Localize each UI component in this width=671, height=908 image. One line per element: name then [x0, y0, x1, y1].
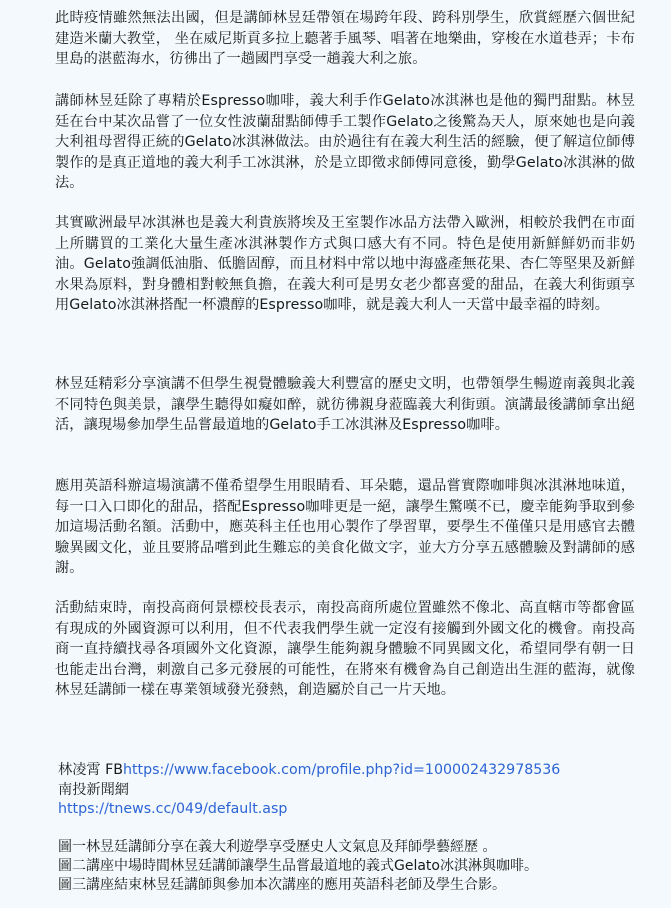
source-link[interactable]: https://tnews.cc/049/default.asp	[58, 801, 288, 817]
article-paragraph: 講師林昱廷除了專精於Espresso咖啡，義大利手作Gelato冰淇淋也是他的獨門甜點。林昱廷在台中某次品嘗了一位女性波蘭甜點師傅手工製作Gelato之後驚為天人，原來她也是向義大利祖母習得正統的Gelato冰淇淋做法。由於過往有在義大利生活的經驗，便了解這位師傅製作的是真正道地的義大利手工冰淇淋，於是立即徵求師傅同意後，勤學Gelato冰淇淋的做法。	[55, 93, 635, 192]
caption-3: 圖三講座結束林昱廷講師與參加本次講座的應用英語科老師及學生合影。	[58, 877, 506, 894]
caption-2: 圖二講座中場時間林昱廷講師讓學生品嘗最道地的義式Gelato冰淇淋與咖啡。	[58, 858, 538, 875]
article-paragraph: 活動結束時，南投高商何景標校長表示，南投高商所處位置雖然不像北、高直轄市等都會區有現成的外國資源可以利用，但不代表我們學生就一定沒有接觸到外國文化的機會。南投高商一直持續找尋各項國外文化資源，讓學生能夠親身體驗不同異國文化，希望同學有朝一日也能走出台灣，刺激自己多元發展的可能性，在將來有機會為自己創造出生涯的藍海，就像林昱廷講師一樣在專業領域發光發熱，創造屬於自己一片天地。	[55, 600, 635, 699]
article-paragraph: 此時疫情雖然無法出國，但是講師林昱廷帶領在場跨年段、跨科別學生，欣賞經歷六個世紀建造米蘭大教堂， 坐在威尼斯貢多拉上聽著手風琴、唱著在地樂曲，穿梭在水道巷弄；卡布里島的湛藍海水，彷彿出了一趟國門享受一趟義大利之旅。	[55, 10, 635, 68]
author-name: 林凌霄 FB	[58, 762, 123, 778]
caption-1: 圖一林昱廷講師分享在義大利遊學享受歷史人文氣息及拜師學藝經歷 。	[58, 839, 497, 855]
credits-block	[58, 761, 638, 820]
article-paragraph: 林昱廷精彩分享演講不但學生視覺體驗義大利豐富的歷史文明，也帶領學生暢遊南義與北義不同特色與美景，讓學生聽得如癡如醉，就彷彿親身蒞臨義大利街頭。演講最後講師拿出絕活，讓現場參加學生品嘗最道地的Gelato手工冰淇淋及Espresso咖啡。	[55, 376, 635, 434]
article-paragraph: 其實歐洲最早冰淇淋也是義大利貴族將埃及王室製作冰品方法帶入歐洲，相較於我們在市面上所購買的工業化大量生產冰淇淋製作方式與口感大有不同。特色是使用新鮮鮮奶而非奶油。Gelato強調低油脂、低膽固醇，而且材料中常以地中海盛產無花果、杏仁等堅果及新鮮水果為原料，對身體相對較無負擔，在義大利可是男女老少都喜愛的甜品，在義大利街頭享用Gelato冰淇淋搭配一杯濃醇的Espresso咖啡，就是義大利人一天當中最幸福的時刻。	[55, 215, 635, 314]
author-facebook-link[interactable]: https://www.facebook.com/profile.php?id=100002432978536	[122, 762, 561, 778]
source-name: 南投新聞網	[58, 781, 129, 798]
article-paragraph: 應用英語科辦這場演講不僅希望學生用眼睛看、耳朵聽，還品嘗實際咖啡與冰淇淋地味道，每一口入口即化的甜品，搭配Espresso咖啡更是一絕，讓學生驚嘆不已，慶幸能夠爭取到參加這場活動名額。活動中，應英科主任也用心製作了學習單，要學生不僅僅只是用感官去體驗異國文化，並且要將品嚐到此生難忘的美食化做文字，並大方分享五感體驗及對講師的感謝。	[55, 478, 635, 577]
photo-captions	[58, 838, 658, 896]
author-line	[58, 761, 638, 781]
